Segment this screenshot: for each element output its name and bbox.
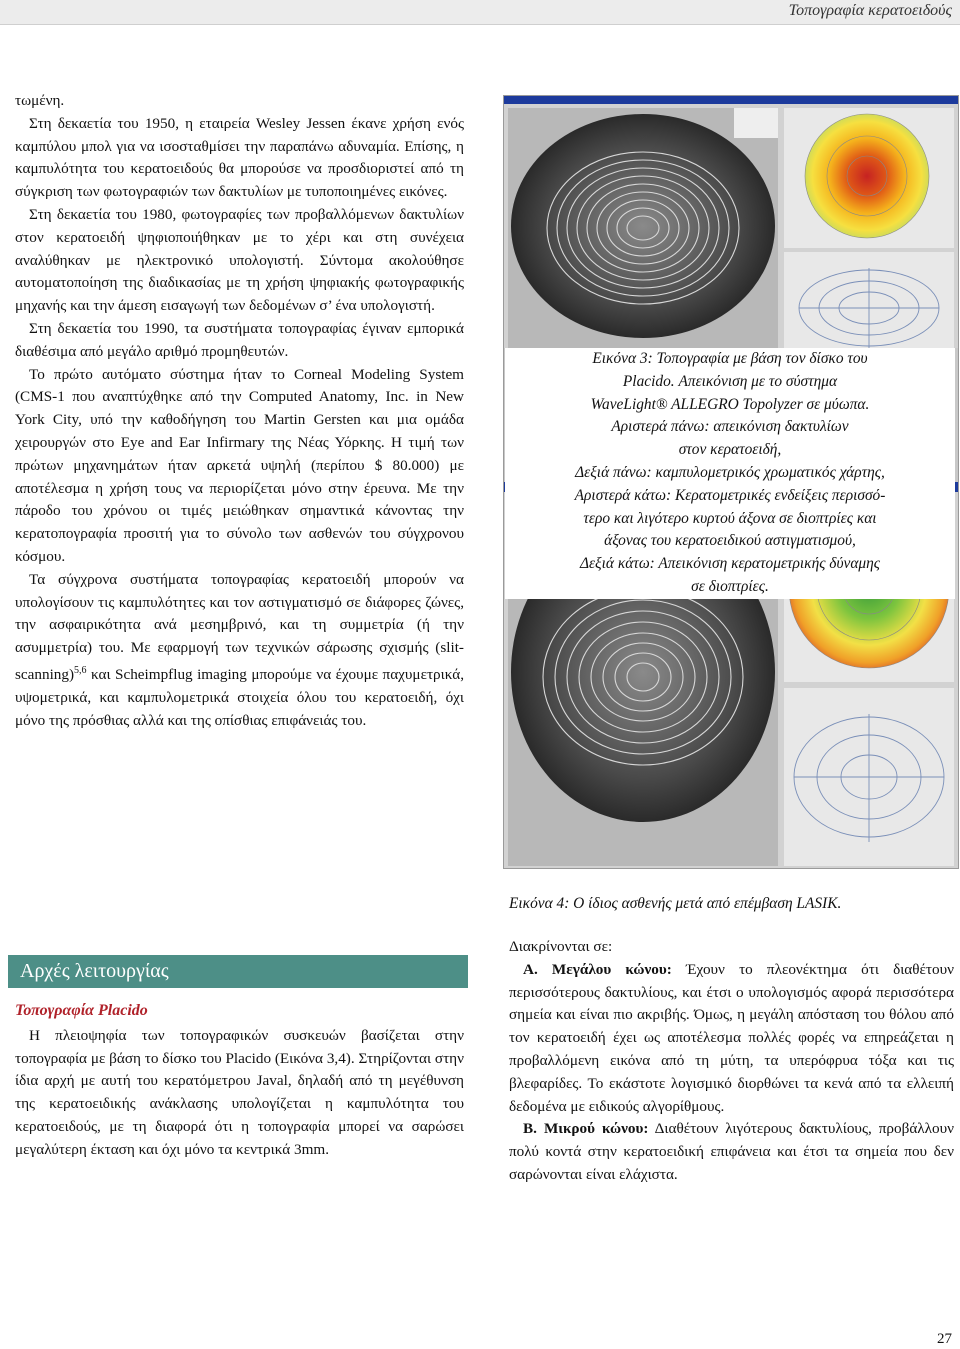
paragraph-text: Τα σύγχρονα συστήματα τοπογραφίας κερατοειδή μπορούν να υπολογίσουν τις καμπυλότητες και τον αστιγματισμό σε διάφορες ζώνες, την ασφαιρικότητα ανά μεσημβρινό, και τη συμμετρία (ή την ασυμμετρία) του. Με εφαρμογή των τεχνικών σάρωσης σχισμής (slit-scanning): [15, 570, 464, 683]
paragraph: τωμένη.: [15, 92, 65, 109]
paragraph: Διακρίνονται σε:: [509, 938, 613, 955]
paragraph: Το πρώτο αυτόματο σύστημα ήταν το Corneal Modeling System (CMS-1 που αναπτύχθηκε από την Computed Anatomy, Inc. in New York City, υπό την καθοδήγηση του Martin Gersten και μια ομάδα χειρουργών στο Eye and Ear Infirmary της Νέας Υόρκης. Η τιμή των πρώτων μηχανημάτων ήταν αρκετά υψηλή (περίπου $ 80.000) με αποτέλεσμα η χρήση τους να περιορίζεται μόνο στην έρευνα. Με την πάροδο του χρόνου οι τιμές μειώθηκαν σημαντικά κάνοντας την κερατοπογραφία προσιτή για το σύνολο των ασθενών του σύγχρονου κόσμου.: [15, 365, 464, 565]
caption-line: Placido. Απεικόνιση με το σύστημα: [622, 372, 838, 390]
paragraph: Η πλειοψηφία των τοπογραφικών συσκευών βασίζεται στην τοπογραφία με βάση το δίσκο του Placido (Εικόνα 3,4). Στηρίζονται στην ίδια αρχή με αυτή του κερατόμετρου Javal, δηλαδή από τη μεγέθυνση της κερατοειδικής ανάκλασης υπολογίζεται η καμπυλότητα του κερατοειδούς, με τη διαφορά ότι η τοπογραφία μπορεί να σαρώσει μεγαλύτερη έκταση και όχι μόνο τα κεντρικά 3mm.: [15, 1026, 464, 1158]
section-heading-bar: [8, 955, 468, 988]
section-body: [15, 1000, 464, 1162]
paragraph-text: Έχουν το πλεονέκτημα ότι διαθέτουν περισσότερους δακτυλίους, και έτσι ο υπολογισμός αφορά περισσότερα σημεία και είναι πιο ακριβής. Όμως, η μεγάλη απόσταση του θόλου από τον κερατοειδή έχει ως αποτέλεσμα πολλές φορές να επηρεάζεται η προβαλλόμενη εικόνα από τη μύτη, τα υπερόφρυα τόξα και τις βλεφαρίδες. Το εκάστοτε λογισμικό διορθώνει τα κενά από τα ελλειπή δεδομένα με ειδικούς αλγορίθμους.: [509, 960, 955, 1115]
list-label: Β. Μικρού κώνου:: [523, 1120, 649, 1138]
caption-line: Δεξιά πάνω: καμπυλομετρικός χρωματικός χάρτης,: [575, 463, 885, 481]
caption-line: σε διοπτρίες.: [691, 577, 769, 595]
page-number: 27: [937, 1331, 952, 1347]
caption-line: Δεξιά κάτω: Απεικόνιση κερατομετρικής δύναμης: [579, 555, 881, 573]
subsection-heading: Τοπογραφία Placido: [15, 1002, 148, 1019]
citation-superscript: 5,6: [74, 664, 87, 676]
figure-4-caption: Εικόνα 4: Ο ίδιος ασθενής μετά από επέμβαση LASIK.: [509, 895, 842, 912]
list-label: Α. Μεγάλου κώνου:: [523, 960, 672, 978]
right-column: [509, 936, 954, 1187]
caption-line: Αριστερά κάτω: Κερατομετρικές ενδείξεις περισσό-: [574, 486, 886, 504]
caption-line: τερο και λιγότερο κυρτού άξονα σε διοπτρίες και: [583, 509, 877, 527]
caption-line: άξονας του κερατοειδικού αστιγματισμού,: [604, 532, 856, 550]
paragraph: Στη δεκαετία του 1980, φωτογραφίες των προβαλλόμενων δακτυλίων στον κερατοειδή ψηφιοποιήθηκαν με το χέρι και στη συνέχεια αναλύθηκαν με ηλεκτρονικό υπολογιστή. Σύντομα ακολούθησε αυτοματοποίηση της διαδικασίας με τη χρήση ψηφιακής φωτογραφικής μηχανής και την άμεση εισαγωγή των δεδομένων σ’ ένα υπολογιστή.: [15, 205, 464, 315]
paragraph: [509, 1118, 954, 1186]
paragraph: [509, 959, 954, 1119]
section-heading: Αρχές λειτουργίας: [20, 960, 169, 982]
figure-3-caption: [505, 348, 955, 599]
header-divider: [0, 24, 960, 25]
caption-line: WaveLight® ALLEGRO Topolyzer σε μύωπα.: [590, 395, 870, 413]
caption-line: στον κερατοειδή,: [678, 441, 782, 459]
caption-line: Εικόνα 3: Τοπογραφία με βάση τον δίσκο του: [592, 350, 868, 367]
topography-screenshot-preop: [504, 96, 958, 348]
caption-line: Αριστερά πάνω: απεικόνιση δακτυλίων: [611, 418, 849, 436]
paragraph-text: και Scheimpflug imaging μπορούμε να έχουμε παχυμετρικά, υψομετρικά, και καμπυλομετρικά στοιχεία όλου του κερατοειδή, όχι μόνο της πρόσθιας αλλά και της οπίσθιας επιφάνειάς του.: [15, 665, 464, 729]
running-header-title: Τοπογραφία κερατοειδούς: [788, 2, 952, 19]
paragraph-text: Διαθέτουν λιγότερους δακτυλίους, προβάλλουν πολύ κοντά στην κερατοειδική επιφάνεια και έτσι τα σημεία που δεν σαρώνονται είναι ελάχιστα.: [509, 1120, 955, 1183]
paragraph: Στη δεκαετία του 1950, η εταιρεία Wesley Jessen έκανε χρήση ενός καμπύλου μπολ για να ισοσταθμίσει την παραπάνω αδυναμία. Επίσης, η καμπυλότητα του κερατοειδούς θα μπορούσε να προσδιοριστεί από τη σύγκριση των φωτογραφιών των δακτυλίων με τυποποιημένες εικόνες.: [15, 114, 464, 201]
paragraph: [15, 569, 464, 733]
paragraph: Στη δεκαετία του 1990, τα συστήματα τοπογραφίας έγιναν εμπορικά διαθέσιμα από μεγάλο αριθμό προμηθευτών.: [15, 319, 464, 360]
left-column: [15, 90, 464, 732]
